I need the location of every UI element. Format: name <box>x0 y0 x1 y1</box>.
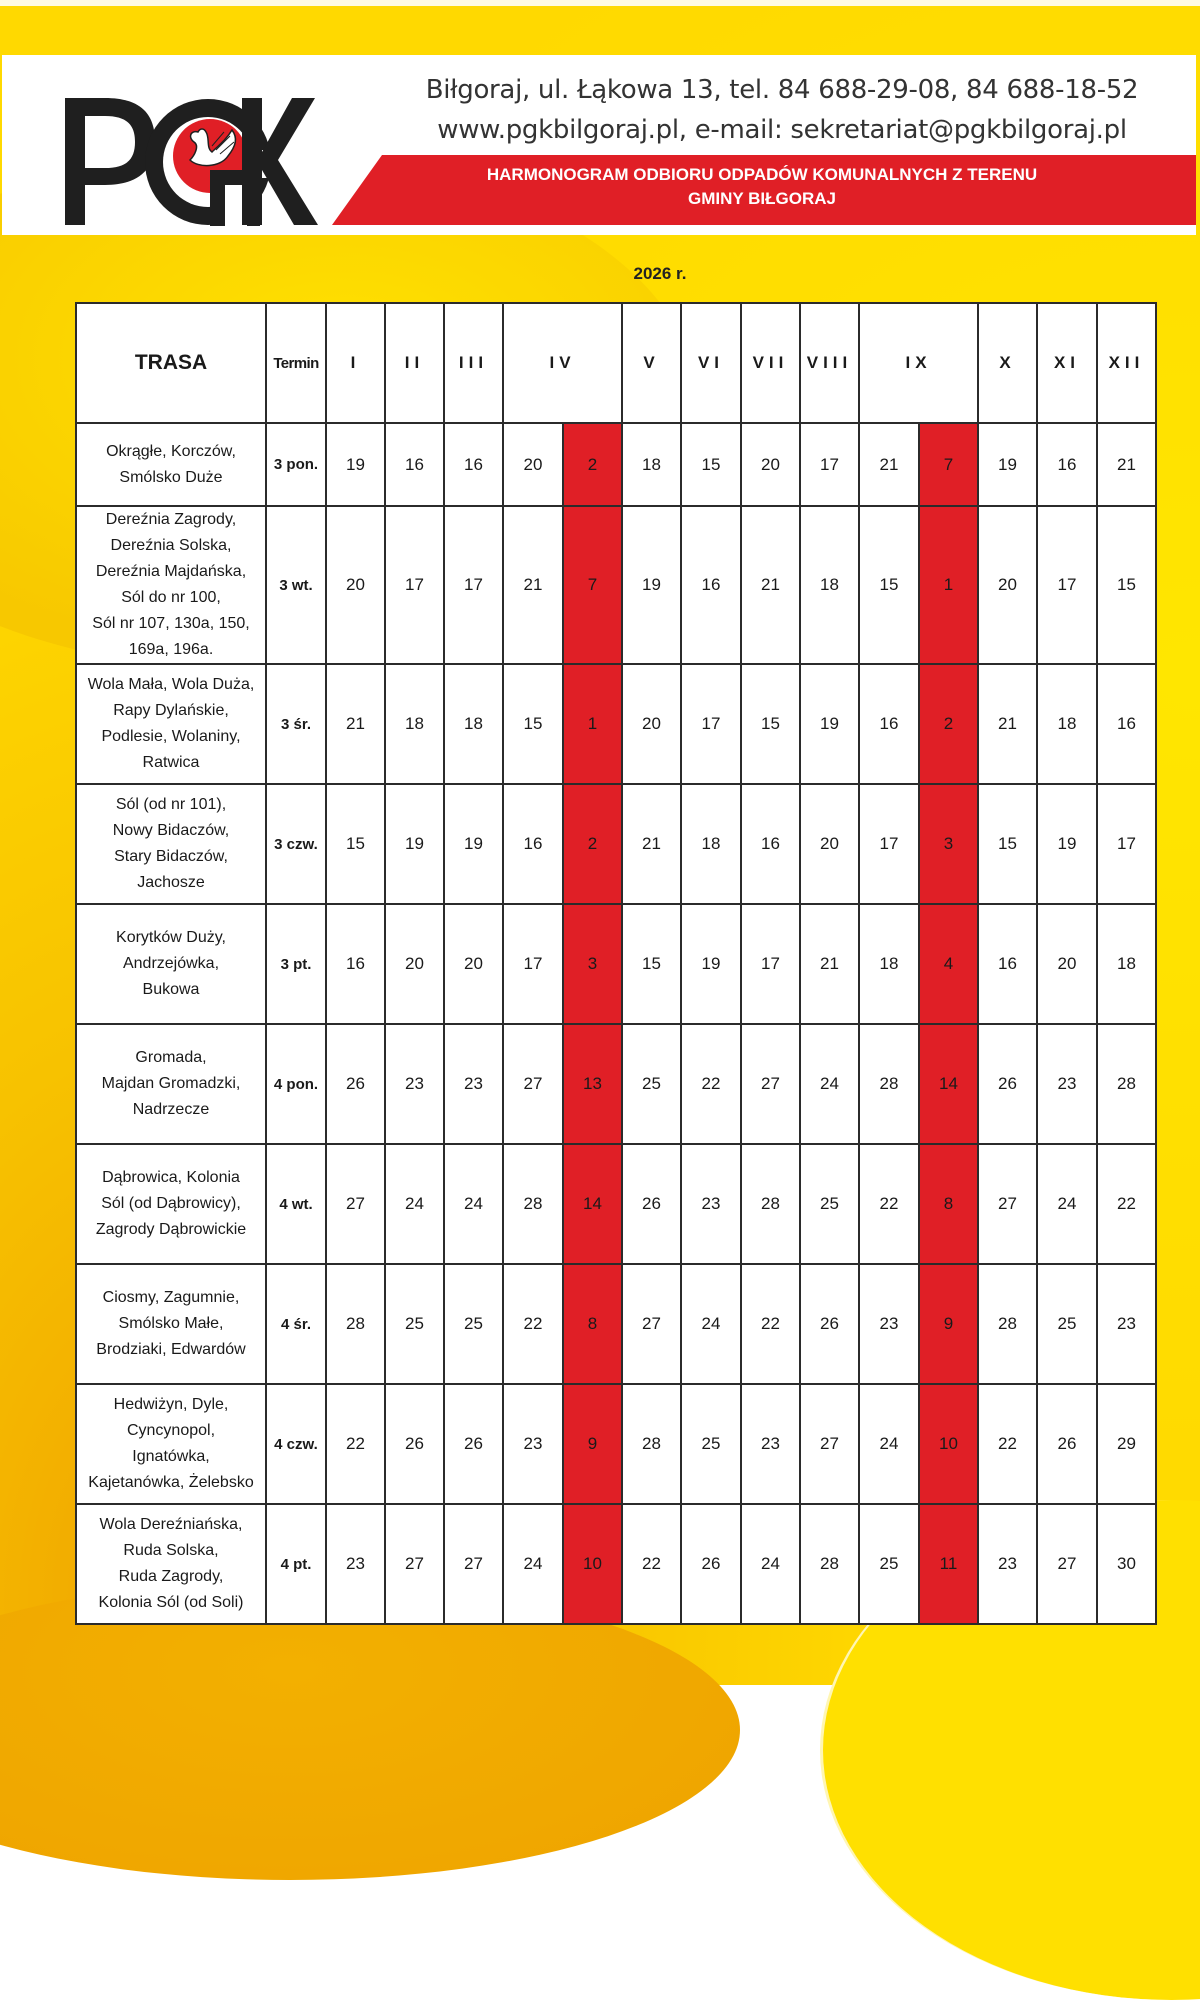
pickup-day: 28 <box>800 1504 859 1624</box>
pickup-day: 22 <box>622 1504 681 1624</box>
pickup-day: 22 <box>326 1384 385 1504</box>
pickup-day: 26 <box>978 1024 1037 1144</box>
pickup-day: 21 <box>800 904 859 1024</box>
pickup-term: 4 czw. <box>266 1384 326 1504</box>
pickup-day: 26 <box>444 1384 503 1504</box>
pickup-day-highlighted: 11 <box>919 1504 978 1624</box>
village-line: Cyncynopol, <box>126 1422 216 1439</box>
pickup-day: 26 <box>622 1144 681 1264</box>
pickup-day: 19 <box>326 423 385 506</box>
pickup-day: 23 <box>385 1024 444 1144</box>
pickup-term: 4 pon. <box>266 1024 326 1144</box>
pickup-day: 22 <box>503 1264 563 1384</box>
pickup-day: 19 <box>800 664 859 784</box>
pickup-day: 22 <box>978 1384 1037 1504</box>
pickup-day: 20 <box>622 664 681 784</box>
pickup-day: 15 <box>741 664 800 784</box>
village-line: Sól (od nr 101), <box>115 796 227 813</box>
pickup-day: 18 <box>681 784 741 904</box>
header <box>2 55 1196 235</box>
pickup-day: 19 <box>444 784 503 904</box>
table-row <box>76 664 1156 784</box>
column-header-month: XI <box>1037 303 1097 423</box>
pickup-day: 21 <box>326 664 385 784</box>
pickup-day: 21 <box>622 784 681 904</box>
pickup-day: 17 <box>503 904 563 1024</box>
pickup-day: 26 <box>800 1264 859 1384</box>
table-row <box>76 423 1156 506</box>
table-row <box>76 904 1156 1024</box>
pickup-day-highlighted: 3 <box>563 904 622 1024</box>
pickup-day: 18 <box>385 664 444 784</box>
pickup-day: 17 <box>859 784 919 904</box>
pickup-day: 18 <box>1097 904 1156 1024</box>
village-line: Ruda Solska, <box>123 1542 219 1559</box>
pickup-day: 20 <box>385 904 444 1024</box>
pickup-day: 17 <box>444 506 503 664</box>
village-line: Bukowa <box>142 981 200 998</box>
pickup-day: 27 <box>800 1384 859 1504</box>
pickup-day: 17 <box>1097 784 1156 904</box>
pickup-term: 4 wt. <box>266 1144 326 1264</box>
pickup-day: 15 <box>859 506 919 664</box>
route-villages <box>76 784 266 904</box>
village-line: Podlesie, Wolaniny, <box>101 728 241 745</box>
village-line: Wola Mała, Wola Duża, <box>87 676 255 693</box>
pickup-day: 23 <box>681 1144 741 1264</box>
pickup-day: 28 <box>503 1144 563 1264</box>
table-row <box>76 1504 1156 1624</box>
pickup-day: 17 <box>385 506 444 664</box>
village-line: Dereźnia Majdańska, <box>95 563 247 580</box>
pickup-day: 24 <box>385 1144 444 1264</box>
pickup-day: 16 <box>1037 423 1097 506</box>
pickup-day: 25 <box>622 1024 681 1144</box>
pickup-day: 20 <box>741 423 800 506</box>
village-line: Gromada, <box>135 1049 207 1066</box>
route-villages <box>76 506 266 664</box>
pickup-day: 21 <box>978 664 1037 784</box>
pickup-day: 21 <box>503 506 563 664</box>
pickup-day: 18 <box>800 506 859 664</box>
pickup-term: 3 śr. <box>266 664 326 784</box>
pickup-day: 19 <box>978 423 1037 506</box>
village-line: Majdan Gromadzki, <box>101 1075 241 1092</box>
pickup-day: 27 <box>741 1024 800 1144</box>
pickup-day: 22 <box>859 1144 919 1264</box>
village-line: Ratwica <box>142 754 200 771</box>
pickup-day: 25 <box>444 1264 503 1384</box>
village-line: Ciosmy, Zagumnie, <box>102 1289 240 1306</box>
schedule-table <box>75 302 1157 1625</box>
pickup-day: 23 <box>326 1504 385 1624</box>
pickup-day: 16 <box>326 904 385 1024</box>
column-header-month: X <box>978 303 1037 423</box>
pickup-day: 18 <box>1037 664 1097 784</box>
route-villages <box>76 904 266 1024</box>
pickup-day-highlighted: 9 <box>563 1384 622 1504</box>
pickup-day: 23 <box>859 1264 919 1384</box>
pickup-day-highlighted: 8 <box>919 1144 978 1264</box>
pickup-day-highlighted: 13 <box>563 1024 622 1144</box>
pickup-day: 23 <box>978 1504 1037 1624</box>
pickup-day: 17 <box>681 664 741 784</box>
pickup-day: 27 <box>978 1144 1037 1264</box>
route-villages <box>76 1504 266 1624</box>
pickup-day: 18 <box>859 904 919 1024</box>
column-header-month: III <box>444 303 503 423</box>
village-line: Kolonia Sól (od Soli) <box>98 1594 244 1611</box>
pickup-day: 27 <box>385 1504 444 1624</box>
route-villages <box>76 1384 266 1504</box>
pickup-term: 3 pon. <box>266 423 326 506</box>
title-line-2: GMINY BIŁGORAJ <box>688 189 836 208</box>
pickup-day: 15 <box>1097 506 1156 664</box>
pickup-day: 15 <box>622 904 681 1024</box>
pickup-day: 20 <box>503 423 563 506</box>
pickup-day-highlighted: 14 <box>563 1144 622 1264</box>
route-villages <box>76 1264 266 1384</box>
pickup-day-highlighted: 10 <box>919 1384 978 1504</box>
pickup-day: 19 <box>1037 784 1097 904</box>
pickup-day: 15 <box>503 664 563 784</box>
village-line: Brodziaki, Edwardów <box>96 1341 246 1358</box>
contact-info <box>402 70 1162 150</box>
pickup-day: 23 <box>1037 1024 1097 1144</box>
pickup-term: 4 pt. <box>266 1504 326 1624</box>
column-header-month: XII <box>1097 303 1156 423</box>
pickup-day: 24 <box>681 1264 741 1384</box>
village-line: Wola Dereźniańska, <box>99 1516 243 1533</box>
pickup-day: 25 <box>681 1384 741 1504</box>
table-row <box>76 1264 1156 1384</box>
village-line: Rapy Dylańskie, <box>113 702 229 719</box>
pickup-day: 16 <box>741 784 800 904</box>
pickup-day: 24 <box>859 1384 919 1504</box>
pickup-term: 3 pt. <box>266 904 326 1024</box>
pickup-day: 23 <box>741 1384 800 1504</box>
pickup-day: 20 <box>444 904 503 1024</box>
village-line: Nadrzecze <box>132 1101 210 1118</box>
pickup-day-highlighted: 10 <box>563 1504 622 1624</box>
pickup-day-highlighted: 8 <box>563 1264 622 1384</box>
pickup-day: 17 <box>1037 506 1097 664</box>
pickup-day: 28 <box>326 1264 385 1384</box>
table-row <box>76 784 1156 904</box>
pickup-day: 24 <box>444 1144 503 1264</box>
pickup-day: 20 <box>1037 904 1097 1024</box>
pickup-day: 18 <box>444 664 503 784</box>
pickup-day-highlighted: 2 <box>563 423 622 506</box>
pickup-day: 19 <box>385 784 444 904</box>
pickup-day-highlighted: 7 <box>563 506 622 664</box>
pickup-day: 16 <box>681 506 741 664</box>
pickup-day: 21 <box>1097 423 1156 506</box>
pickup-day: 28 <box>622 1384 681 1504</box>
pickup-day: 19 <box>681 904 741 1024</box>
pickup-day-highlighted: 14 <box>919 1024 978 1144</box>
village-line: Zagrody Dąbrowickie <box>95 1221 247 1238</box>
village-line: Dereźnia Zagrody, <box>105 511 237 528</box>
column-header-month: II <box>385 303 444 423</box>
pickup-day: 21 <box>859 423 919 506</box>
column-header-month: IX <box>859 303 978 423</box>
village-line: Ignatówka, <box>132 1448 210 1465</box>
pickup-day: 24 <box>800 1024 859 1144</box>
address-phone: Biłgoraj, ul. Łąkowa 13, tel. 84 688-29-08, 84 688-18-52 <box>425 75 1139 105</box>
pickup-day: 28 <box>1097 1024 1156 1144</box>
pickup-day: 27 <box>444 1504 503 1624</box>
pickup-day-highlighted: 1 <box>919 506 978 664</box>
village-line: Stary Bidaczów, <box>114 848 228 865</box>
pickup-day-highlighted: 4 <box>919 904 978 1024</box>
pickup-day: 20 <box>326 506 385 664</box>
village-line: Sól nr 107, 130a, 150, <box>92 615 250 632</box>
village-line: Korytków Duży, <box>116 929 226 946</box>
pickup-day: 27 <box>1037 1504 1097 1624</box>
pickup-day: 23 <box>1097 1264 1156 1384</box>
pickup-day: 16 <box>503 784 563 904</box>
column-header-month: V <box>622 303 681 423</box>
pickup-day: 19 <box>622 506 681 664</box>
route-villages <box>76 664 266 784</box>
pickup-day: 21 <box>741 506 800 664</box>
pickup-day-highlighted: 2 <box>919 664 978 784</box>
website-email: www.pgkbilgoraj.pl, e-mail: sekretariat@pgkbilgoraj.pl <box>437 115 1127 145</box>
village-line: Jachosze <box>137 874 205 891</box>
column-header-month: VIII <box>800 303 859 423</box>
pickup-day: 15 <box>326 784 385 904</box>
pickup-term: 4 śr. <box>266 1264 326 1384</box>
village-line: Dąbrowica, Kolonia <box>102 1169 240 1186</box>
village-line: Kajetanówka, Żelebsko <box>88 1474 254 1491</box>
pickup-day-highlighted: 7 <box>919 423 978 506</box>
pickup-day: 16 <box>859 664 919 784</box>
column-header-trasa: TRASA <box>76 303 266 423</box>
pickup-day: 24 <box>503 1504 563 1624</box>
pickup-day: 15 <box>978 784 1037 904</box>
pickup-day: 22 <box>1097 1144 1156 1264</box>
village-line: Sól do nr 100, <box>121 589 221 606</box>
pickup-day: 23 <box>503 1384 563 1504</box>
pickup-day: 25 <box>385 1264 444 1384</box>
pickup-day-highlighted: 3 <box>919 784 978 904</box>
top-edge <box>0 0 1200 6</box>
table-row <box>76 1144 1156 1264</box>
pickup-day: 20 <box>978 506 1037 664</box>
pickup-day-highlighted: 2 <box>563 784 622 904</box>
pickup-day: 17 <box>800 423 859 506</box>
route-villages <box>76 423 266 506</box>
pickup-day: 22 <box>681 1024 741 1144</box>
pickup-day: 30 <box>1097 1504 1156 1624</box>
year-label: 2026 r. <box>633 264 687 283</box>
route-villages <box>76 1144 266 1264</box>
pickup-day: 25 <box>1037 1264 1097 1384</box>
pickup-day: 26 <box>1037 1384 1097 1504</box>
village-line: Ruda Zagrody, <box>118 1568 224 1585</box>
pickup-day-highlighted: 1 <box>563 664 622 784</box>
pickup-day: 26 <box>385 1384 444 1504</box>
pickup-day: 28 <box>859 1024 919 1144</box>
pickup-day: 18 <box>622 423 681 506</box>
pickup-day: 26 <box>681 1504 741 1624</box>
table-row <box>76 1024 1156 1144</box>
village-line: Smólsko Małe, <box>118 1315 224 1332</box>
pickup-day: 25 <box>859 1504 919 1624</box>
pickup-day: 16 <box>978 904 1037 1024</box>
route-villages <box>76 1024 266 1144</box>
header-row <box>76 303 1156 423</box>
pickup-day: 27 <box>326 1144 385 1264</box>
document-title <box>362 163 1162 211</box>
pickup-day: 16 <box>385 423 444 506</box>
pickup-day: 23 <box>444 1024 503 1144</box>
pickup-day: 27 <box>503 1024 563 1144</box>
pickup-day: 26 <box>326 1024 385 1144</box>
village-line: Andrzejówka, <box>122 955 220 972</box>
pickup-day: 15 <box>681 423 741 506</box>
pickup-day: 20 <box>800 784 859 904</box>
village-line: Sól (od Dąbrowicy), <box>101 1195 241 1212</box>
table-row <box>76 506 1156 664</box>
pickup-day: 24 <box>741 1504 800 1624</box>
table-row <box>76 1384 1156 1504</box>
pickup-day: 27 <box>622 1264 681 1384</box>
pickup-day: 17 <box>741 904 800 1024</box>
pgk-logo <box>60 80 320 230</box>
village-line: Hedwiżyn, Dyle, <box>113 1396 229 1413</box>
pickup-day-highlighted: 9 <box>919 1264 978 1384</box>
pickup-day: 22 <box>741 1264 800 1384</box>
schedule-body <box>76 423 1156 1624</box>
pickup-term: 3 czw. <box>266 784 326 904</box>
pickup-day: 28 <box>741 1144 800 1264</box>
column-header-month: VI <box>681 303 741 423</box>
title-line-1: HARMONOGRAM ODBIORU ODPADÓW KOMUNALNYCH Z TERENU <box>486 165 1038 184</box>
village-line: 169a, 196a. <box>128 641 214 658</box>
pickup-day: 16 <box>1097 664 1156 784</box>
pickup-day: 29 <box>1097 1384 1156 1504</box>
village-line: Okrągłe, Korczów, <box>106 442 236 460</box>
pickup-term: 3 wt. <box>266 506 326 664</box>
pickup-day: 28 <box>978 1264 1037 1384</box>
pickup-day: 25 <box>800 1144 859 1264</box>
pickup-day: 16 <box>444 423 503 506</box>
pickup-day: 24 <box>1037 1144 1097 1264</box>
village-line: Dereźnia Solska, <box>110 537 232 554</box>
village-line: Nowy Bidaczów, <box>112 822 230 839</box>
column-header-month: I <box>326 303 385 423</box>
column-header-month: IV <box>503 303 622 423</box>
column-header-month: VII <box>741 303 800 423</box>
village-line: Smólsko Duże <box>119 468 223 486</box>
column-header-termin: Termin <box>266 303 326 423</box>
